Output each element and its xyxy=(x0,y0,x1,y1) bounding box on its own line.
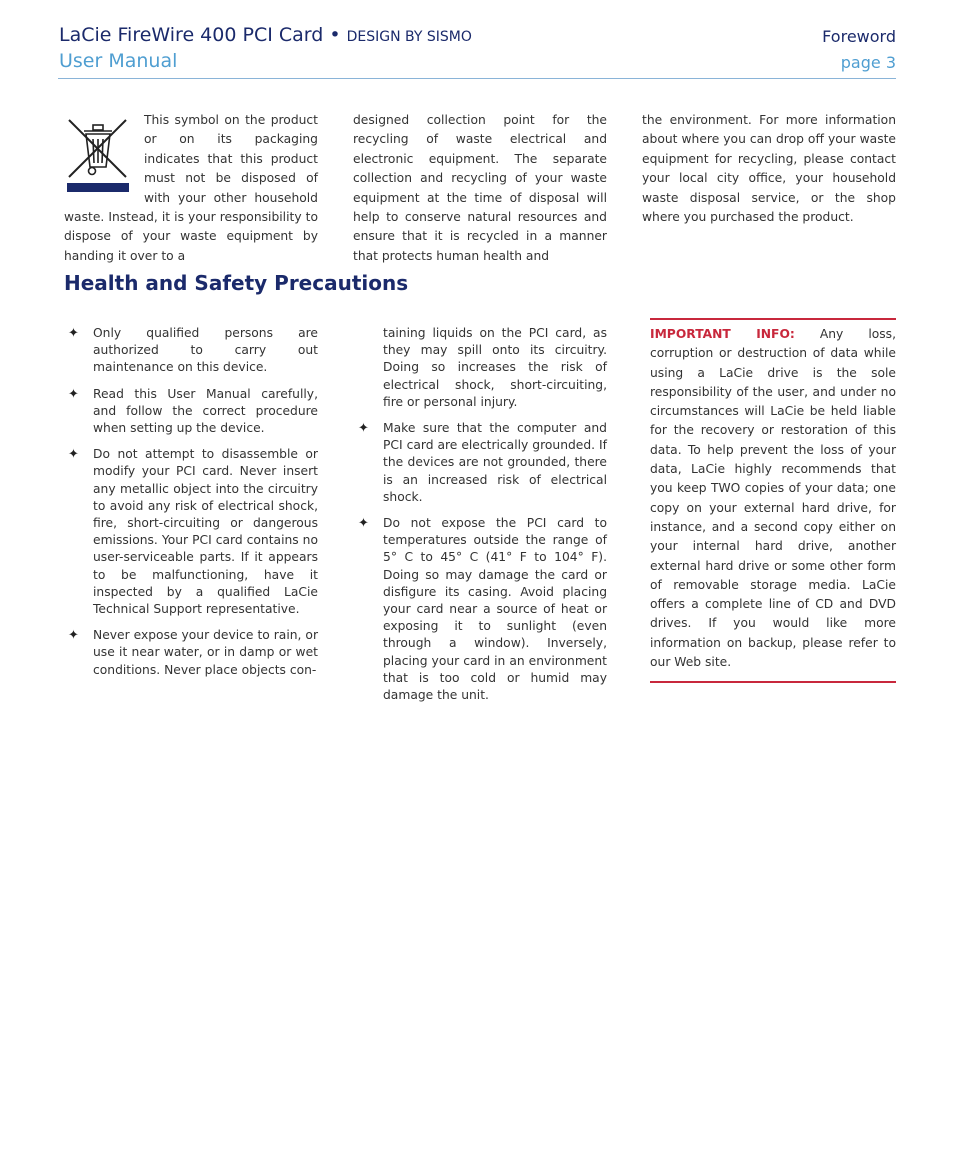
recycling-text-2: designed collection point for the recycling of waste electrical and electronic equipment. The separate collection and recycling of your waste equipment at the time of disposal will help to conserve natural resources and ensure that it is recycled in a manner that protects human health and xyxy=(353,113,607,263)
list-item: ✦ Make sure that the computer and PCI card are electrically grounded. If the devices are not grounded, there is an increased risk of electrical shock. xyxy=(358,421,607,504)
safety-column-2 xyxy=(354,325,607,713)
header-divider xyxy=(58,78,896,79)
recycling-column-2 xyxy=(353,111,607,266)
document-title xyxy=(59,24,472,46)
bullet-star-icon: ✦ xyxy=(358,421,369,437)
safety-list-1 xyxy=(64,325,318,679)
bullet-star-icon: ✦ xyxy=(68,326,79,341)
recycling-text-1: This symbol on the product or on its packaging indicates that this product must not be disposed of with your other household waste. Instead, it is your responsibility to dispose of your waste equipment by handing it over to a xyxy=(64,113,318,263)
list-item: ✦ Do not expose the PCI card to temperatures outside the range of 5° C to 45° C (41° F to 104° F). Doing so may damage the card or disfigure its casing. Avoid placing your card near a source of heat or exposing it to sunlight (even through a window). Inversely, placing your card in an environment that is too cold or humid may damage the unit. xyxy=(358,516,607,703)
bullet-star-icon: ✦ xyxy=(358,516,369,532)
product-name: LaCie FireWire 400 PCI Card • xyxy=(59,24,341,46)
manual-label: User Manual xyxy=(59,50,178,72)
section-heading: Health and Safety Precautions xyxy=(64,271,409,295)
recycling-text-3: the environment. For more information about where you can drop off your waste equipment for recycling, please contact your local city office, your household waste disposal service, or the shop where you purchased the product. xyxy=(642,113,896,225)
recycling-column-1 xyxy=(64,111,318,266)
important-info-label: IMPORTANT INFO: xyxy=(650,327,795,341)
safety-column-1 xyxy=(64,325,318,688)
list-item: ✦ Never expose your device to rain, or use it near water, or in damp or wet conditions. Never place objects con- xyxy=(68,628,318,677)
bullet-star-icon: ✦ xyxy=(68,386,79,402)
list-item: ✦ Only qualified persons are authorized to carry out maintenance on this device. xyxy=(68,326,318,375)
bullet-star-icon: ✦ xyxy=(68,628,79,644)
safety-list-2 xyxy=(354,325,607,704)
list-item: ✦ Read this User Manual carefully, and follow the correct procedure when setting up the device. xyxy=(68,386,318,436)
important-info-text: IMPORTANT INFO: Any loss, corruption or destruction of data while using a LaCie drive is the sole responsibility of the user, and under no circumstances will LaCie be held liable for the recovery or restoration of this data. To help prevent the loss of your data, LaCie highly recommends that you keep TWO copies of your data; one copy on your external hard drive, for instance, and a second copy either on your internal hard drive, another external hard drive or some other form of removable storage media. LaCie offers a complete line of CD and DVD drives. If you would like more information on backup, please refer to our Web site. xyxy=(650,327,896,670)
list-item-continuation: taining liquids on the PCI card, as they may spill onto its circuitry. Doing so increases the risk of electrical shock, short-circuiting, fire or personal injury. xyxy=(383,326,607,409)
design-credit: DESIGN BY SISMO xyxy=(346,29,472,45)
important-info-box xyxy=(650,318,896,683)
list-item: ✦ Do not attempt to disassemble or modify your PCI card. Never insert any metallic object into the circuitry to avoid any risk of electrical shock, fire, short-circuiting or dangerous emissions. Your PCI card contains no user-serviceable parts. If it appears to be malfunctioning, have it inspected by a qualified LaCie Technical Support representative. xyxy=(68,447,318,617)
page-number: page 3 xyxy=(840,53,896,72)
recycling-column-3 xyxy=(642,111,896,227)
crossed-out-wheelie-bin-icon xyxy=(64,115,132,195)
bullet-star-icon: ✦ xyxy=(68,447,79,463)
section-name: Foreword xyxy=(822,27,896,46)
